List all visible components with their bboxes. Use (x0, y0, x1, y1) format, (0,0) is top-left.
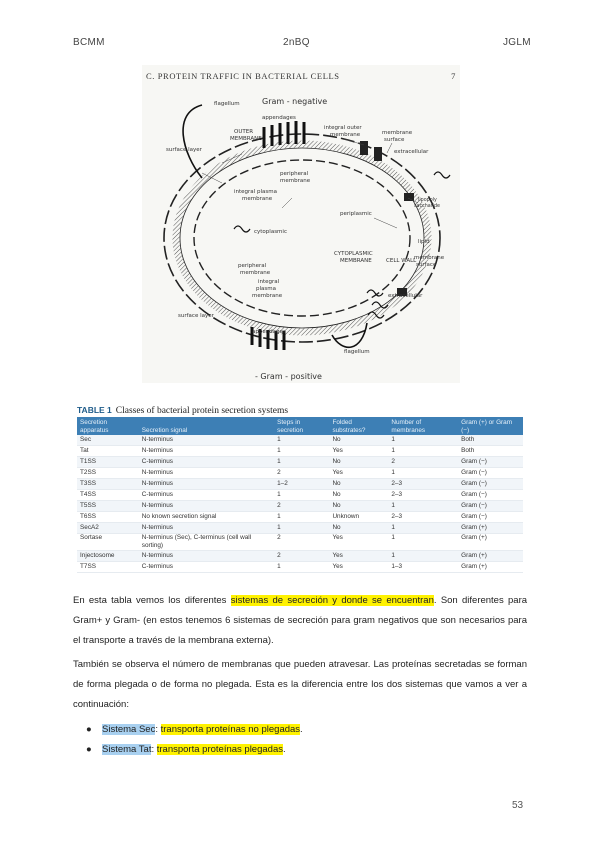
table-cell: C-terminus (139, 490, 274, 501)
table-cell: 1 (274, 490, 329, 501)
table-column-header: Secretion signal (139, 417, 274, 435)
table-cell: 1 (274, 435, 329, 446)
table-column-header: Gram (+) or Gram (−) (458, 417, 523, 435)
bullet-dot: ● (86, 744, 92, 755)
paragraph-2: También se observa el número de membranas que pueden atravesar. Las proteínas secretadas se forman de forma plegada o de forma no plegada. Esta es la diferencia entre los dos sistemas que vamos a ver a continuación: (73, 659, 527, 710)
label-integral-outer-2: membrane (330, 132, 361, 138)
header-right: JGLM (503, 37, 531, 48)
table-cell: 1–3 (388, 562, 458, 573)
table-row (77, 446, 523, 457)
label-lipopoly-2: saccharide (414, 204, 440, 209)
table-cell: Tat (77, 446, 139, 457)
table-row (77, 479, 523, 490)
table-cell: Yes (329, 534, 388, 551)
table-cell: 1–2 (274, 479, 329, 490)
table-column-header: Secretion apparatus (77, 417, 139, 435)
label-integral-plasma-top-2: membrane (242, 196, 273, 202)
table-cell: Sec (77, 435, 139, 446)
table-header-row (77, 417, 523, 435)
label-cyto-mem-2: MEMBRANE (340, 258, 372, 264)
table-cell: No known secretion signal (139, 512, 274, 523)
table-cell: Gram (+) (458, 523, 523, 534)
table-cell: T7SS (77, 562, 139, 573)
label-surface-layer-bottom: surface layer (178, 313, 214, 319)
table-cell: Yes (329, 468, 388, 479)
table-cell: C-terminus (139, 457, 274, 468)
label-gram-positive: - Gram - positive (255, 372, 322, 381)
table-cell: Gram (−) (458, 479, 523, 490)
table-row (77, 435, 523, 446)
table-cell: N-terminus (139, 468, 274, 479)
label-flagellum-bottom: flagellum (344, 349, 370, 355)
label-surface-layer-top: surface layer (166, 147, 202, 153)
table-cell: No (329, 479, 388, 490)
label-appendages-top: appendages (262, 115, 296, 121)
table-cell: 2 (274, 551, 329, 562)
header-center: 2nBQ (283, 37, 310, 48)
table-cell: Sortase (77, 534, 139, 551)
figure-header-title: C. PROTEIN TRAFFIC IN BACTERIAL CELLS (146, 71, 340, 81)
bullet-term: Sistema Sec (102, 724, 156, 735)
table-cell: C-terminus (139, 562, 274, 573)
label-peripheral-bottom-1: peripheral (238, 263, 267, 269)
table-cell: 1 (388, 501, 458, 512)
table-cell: 1 (388, 523, 458, 534)
table-cell: Injectosome (77, 551, 139, 562)
label-integral-plasma-bot-1: integral (258, 279, 280, 285)
table-cell: 1 (388, 551, 458, 562)
table-cell: Gram (+) (458, 551, 523, 562)
table-cell: Gram (−) (458, 512, 523, 523)
table-cell: N-terminus (139, 446, 274, 457)
label-appendages-bottom: appendages (252, 329, 286, 335)
label-membrane-surface-2: surface (384, 137, 405, 143)
table-cell: 2 (274, 534, 329, 551)
label-cell-wall: CELL WALL (386, 258, 417, 264)
table-cell: 2–3 (388, 490, 458, 501)
table-cell: 1 (388, 435, 458, 446)
table-cell: 2 (274, 501, 329, 512)
table-row (77, 523, 523, 534)
table-cell: N-terminus (139, 551, 274, 562)
table-cell: T4SS (77, 490, 139, 501)
bullet-end: . (300, 724, 303, 735)
table-cell: 2 (388, 457, 458, 468)
label-gram-negative: Gram - negative (262, 97, 328, 106)
table-cell: 1 (388, 446, 458, 457)
table-body (77, 435, 523, 573)
table-cell: Yes (329, 446, 388, 457)
table-cell: 1 (274, 512, 329, 523)
table-cell: N-terminus (139, 523, 274, 534)
table-cell: T1SS (77, 457, 139, 468)
label-lipid: lipid (418, 239, 430, 245)
table-cell: 1 (274, 562, 329, 573)
table-row (77, 562, 523, 573)
p1-text-b: . Son diferentes para Gram+ y Gram- (en estos tenemos 6 sistemas de secreción para gram negativos que son necesarios para el transporte a través de la membrana externa). (73, 595, 528, 646)
list-item (86, 720, 303, 740)
bullet-sep: : (151, 744, 157, 755)
bullet-sep: : (155, 724, 161, 735)
table-cell: 1 (274, 523, 329, 534)
table-cell: Gram (−) (458, 457, 523, 468)
bullet-dot: ● (86, 724, 92, 735)
table-cell: No (329, 457, 388, 468)
table-cell: No (329, 501, 388, 512)
table-row (77, 501, 523, 512)
table-row (77, 534, 523, 551)
label-integral-plasma-top-1: integral plasma (234, 189, 277, 195)
table-cell: Gram (−) (458, 501, 523, 512)
table-cell: 1 (274, 446, 329, 457)
table-cell: 1 (274, 457, 329, 468)
table-cell: No (329, 523, 388, 534)
label-integral-plasma-bot-3: membrane (252, 293, 283, 299)
table-cell: N-terminus (139, 479, 274, 490)
label-membrane-surface-b1: membrane (414, 255, 445, 261)
page-number: 53 (512, 800, 524, 811)
flagellum-top-shape (183, 105, 202, 178)
table-cell: Gram (−) (458, 468, 523, 479)
table-cell: T2SS (77, 468, 139, 479)
systems-bullet-list (86, 720, 303, 760)
table-cell: T6SS (77, 512, 139, 523)
bacterial-cell-diagram (142, 83, 460, 383)
outer-membrane-shape (164, 134, 440, 342)
paragraph-1 (73, 591, 527, 651)
table-cell: No (329, 435, 388, 446)
table-cell: 1 (388, 468, 458, 479)
table-row (77, 490, 523, 501)
table-cell: Yes (329, 562, 388, 573)
table-column-header: Steps in secretion (274, 417, 329, 435)
table-label: TABLE 1 (77, 405, 112, 415)
table-cell: Gram (+) (458, 562, 523, 573)
table-cell: T5SS (77, 501, 139, 512)
bullet-end: . (282, 744, 286, 755)
table-cell: T3SS (77, 479, 139, 490)
label-integral-outer-1: integral outer (324, 125, 362, 131)
table-cell: Yes (329, 551, 388, 562)
table-row (77, 457, 523, 468)
p1-highlight: sistemas de secreción y donde se encuentran (230, 595, 434, 606)
table-cell: Gram (−) (458, 490, 523, 501)
table-cell: Both (458, 446, 523, 457)
label-membrane-surface-b2: surface (416, 262, 437, 268)
label-cytoplasmic: cytoplasmic (254, 229, 287, 235)
label-membrane-surface-1: membrane (382, 130, 413, 136)
table-caption (77, 405, 288, 416)
label-periplasmic: periplasmic (340, 211, 372, 217)
table-cell: Gram (+) (458, 534, 523, 551)
figure-header-page: 7 (451, 71, 456, 81)
table-row (77, 468, 523, 479)
header-left: BCMM (73, 37, 105, 48)
label-peripheral-top-1: peripheral (280, 171, 309, 177)
label-extracellular-bottom: extracellular (388, 293, 423, 299)
table-cell: SecA2 (77, 523, 139, 534)
table-caption-text: Classes of bacterial protein secretion systems (115, 406, 289, 416)
list-item (86, 740, 303, 760)
table-cell: N-terminus (139, 435, 274, 446)
table-cell: 2–3 (388, 479, 458, 490)
label-extracellular-top: extracellular (394, 149, 429, 155)
table-column-header: Number of membranes (388, 417, 458, 435)
table-cell: Both (458, 435, 523, 446)
label-integral-plasma-bot-2: plasma (256, 286, 276, 292)
label-outer-2: MEMBRANE (230, 136, 262, 142)
label-peripheral-top-2: membrane (280, 178, 311, 184)
secretion-systems-table (77, 417, 523, 573)
table-cell: No (329, 490, 388, 501)
table-row (77, 512, 523, 523)
table-cell: 1 (388, 534, 458, 551)
label-lipopoly-1: lipopoly (418, 198, 437, 203)
bullet-desc: transporta proteínas no plegadas (160, 724, 301, 735)
p1-text-a: En esta tabla vemos los diferentes (73, 595, 231, 606)
table-cell: N-terminus (Sec), C-terminus (cell wall sorting) (139, 534, 274, 551)
label-outer-1: OUTER (234, 129, 254, 135)
bullet-term: Sistema Tat (102, 744, 152, 755)
table-cell: Unknown (329, 512, 388, 523)
table-column-header: Folded substrates? (329, 417, 388, 435)
bullet-desc: transporta proteínas plegadas (156, 744, 283, 755)
table-cell: 2–3 (388, 512, 458, 523)
label-cyto-mem-1: CYTOPLASMIC (334, 251, 373, 257)
label-peripheral-bottom-2: membrane (240, 270, 271, 276)
table-row (77, 551, 523, 562)
label-flagellum-top: flagellum (214, 101, 240, 107)
table-cell: N-terminus (139, 501, 274, 512)
table-cell: 2 (274, 468, 329, 479)
